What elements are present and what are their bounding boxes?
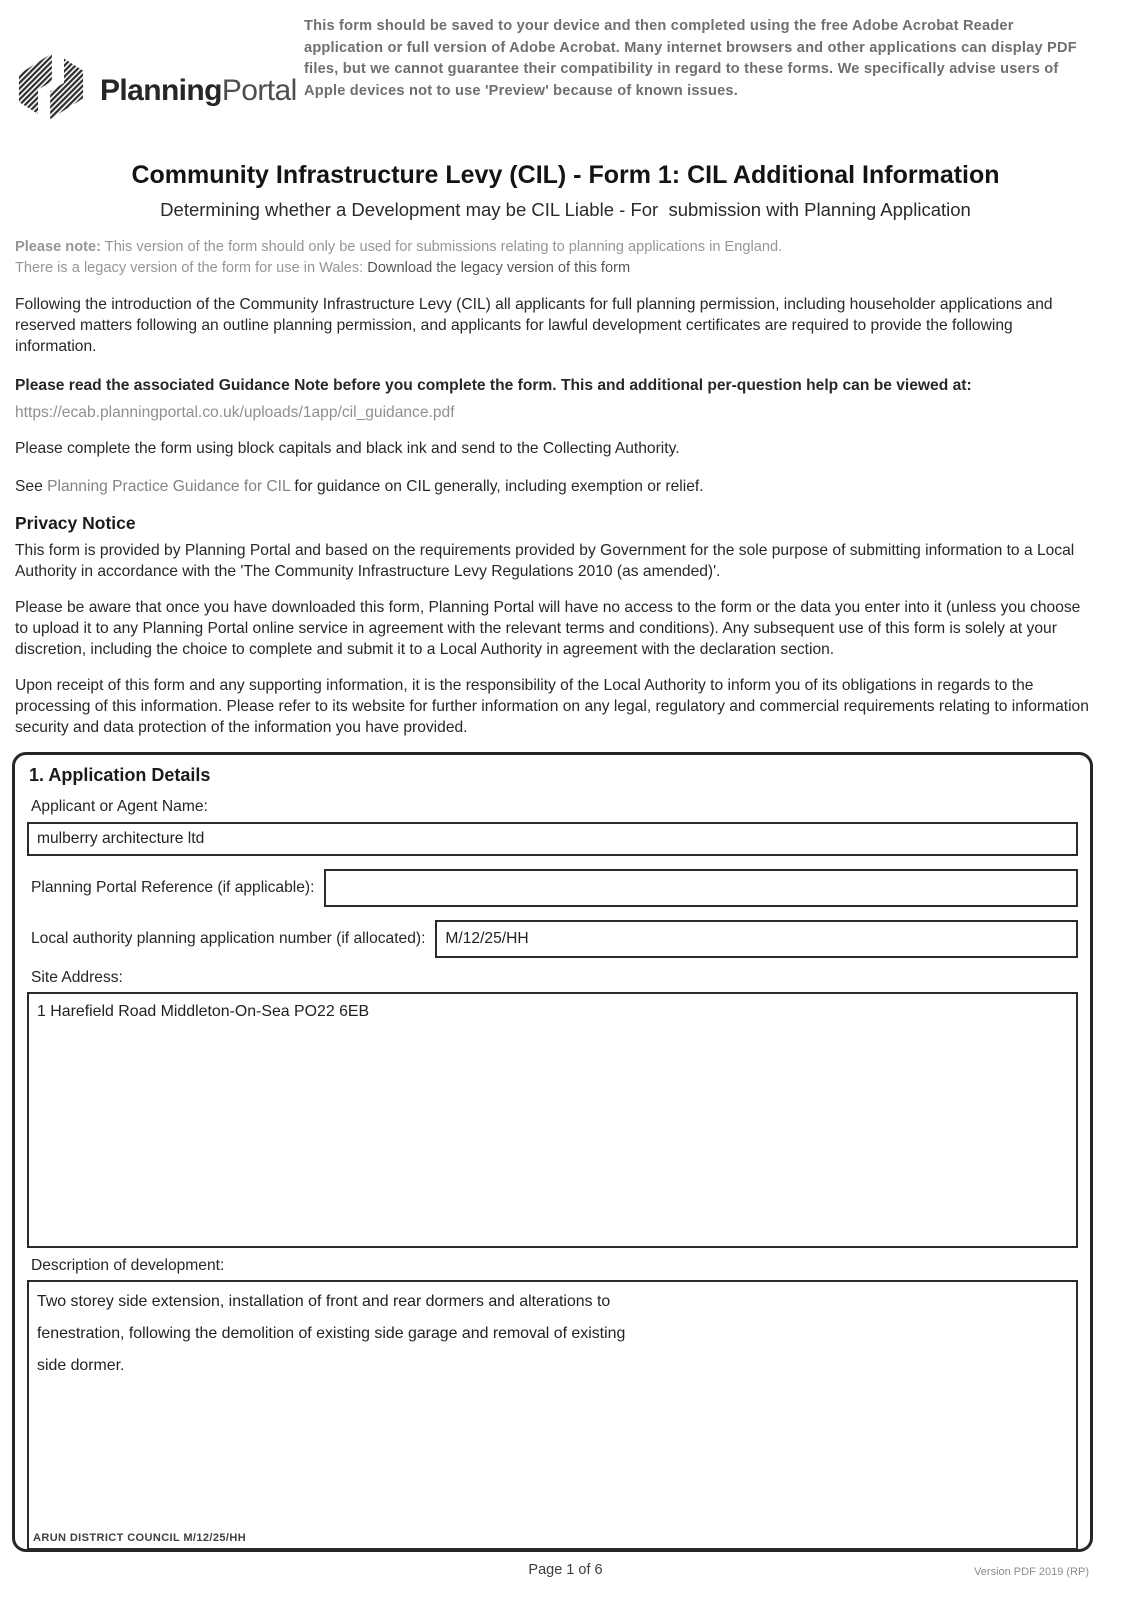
privacy-paragraph-2: Please be aware that once you have downloaded this form, Planning Portal will have no access to the form or the data you enter into it (unless you choose to upload it to any Planning Portal online service in agreement with the relevant terms and conditions). Any subsequent use of this form is solely at your discretion, including the choice to complete and submit it to a Local Authority in agreement with the declaration section. [15, 599, 1081, 658]
site-address-label: Site Address: [31, 969, 123, 986]
wales-note-text: There is a legacy version of the form for use in Wales: [15, 260, 368, 276]
applicant-name-label: Applicant or Agent Name: [31, 798, 208, 815]
logo-word-planning: Planning [100, 73, 222, 107]
site-address-textarea[interactable] [27, 992, 1078, 1248]
adobe-save-note: This form should be saved to your device and then completed using the free Adobe Acrobat Reader application or full version of Adobe Acrobat. Many internet browsers and other applications can display PDF files, but we cannot guarantee their compatibility in regard to these forms. We specifically advise users of Apple devices not to use 'Preview' because of known issues. [304, 18, 1077, 99]
portal-reference-label: Planning Portal Reference (if applicable): [31, 879, 315, 896]
section-1-heading: 1. Application Details [29, 765, 211, 785]
intro-paragraph: Following the introduction of the Community Infrastructure Levy (CIL) all applicants for full planning permission, including householder applications and reserved matters following an outline planning permission, and applicants for lawful development certificates are required to provide the following information. [15, 296, 1053, 355]
lpa-number-label: Local authority planning application number (if allocated): [31, 930, 426, 947]
lpa-number-input[interactable] [435, 920, 1078, 958]
body-content [0, 237, 1131, 738]
lpa-number-row [27, 920, 1078, 958]
logo-word-portal: Portal [221, 73, 297, 107]
block-capitals-paragraph: Please complete the form using block capitals and black ink and send to the Collecting Authority. [15, 440, 680, 457]
page-footer [0, 1562, 1131, 1584]
privacy-paragraph-3: Upon receipt of this form and any supporting information, it is the responsibility of the Local Authority to inform you of its obligations in regards to the processing of this information. Please refer to its website for further information on any legal, regulatory and commercial requirements relating to information security and data protection of the information you have provided. [15, 677, 1089, 736]
planning-portal-logo-icon [12, 42, 90, 139]
privacy-paragraph-1: This form is provided by Planning Portal and based on the requirements provided by Government for the sole purpose of submitting information to a Local Authority in accordance with the 'The Community Infrastructure Levy Regulations 2010 (as amended)'. [15, 542, 1075, 580]
see-prefix: See [15, 478, 48, 495]
form-title: Community Infrastructure Levy (CIL) - Form 1: CIL Additional Information [131, 161, 1000, 189]
council-stamp: ARUN DISTRICT COUNCIL M/12/25/HH [29, 1532, 250, 1544]
portal-reference-input[interactable] [324, 869, 1078, 907]
portal-reference-row [27, 869, 1078, 907]
legacy-form-link[interactable]: Download the legacy version of this form [367, 260, 631, 276]
page-number: Page 1 of 6 [528, 1562, 603, 1578]
guidance-url-line [15, 402, 1093, 423]
guidance-url-link[interactable]: https://ecab.planningportal.co.uk/uploads/1app/cil_guidance.pdf [15, 404, 455, 421]
header [0, 0, 1131, 139]
please-note-label: Please note: [15, 239, 101, 255]
application-details-section [12, 752, 1093, 1552]
form-subtitle: Determining whether a Development may be CIL Liable - For submission with Planning Application [160, 199, 971, 220]
logo-wordmark [100, 74, 297, 108]
england-wales-note [15, 237, 1093, 279]
see-suffix: for guidance on CIL generally, including exemption or relief. [290, 478, 704, 495]
privacy-notice-heading: Privacy Notice [15, 513, 136, 533]
guidance-note-line: Please read the associated Guidance Note before you complete the form. This and additional per-question help can be viewed at: [15, 377, 972, 394]
description-textarea[interactable] [27, 1280, 1078, 1550]
please-note-text: This version of the form should only be used for submissions relating to planning applications in England. [100, 239, 783, 255]
planning-portal-logo [12, 14, 297, 139]
applicant-name-input[interactable] [27, 822, 1078, 856]
planning-practice-guidance-link[interactable]: Planning Practice Guidance for CIL [47, 478, 291, 495]
version-label: Version PDF 2019 (RP) [974, 1566, 1089, 1578]
description-label: Description of development: [31, 1257, 225, 1274]
see-guidance-line [15, 476, 1093, 497]
